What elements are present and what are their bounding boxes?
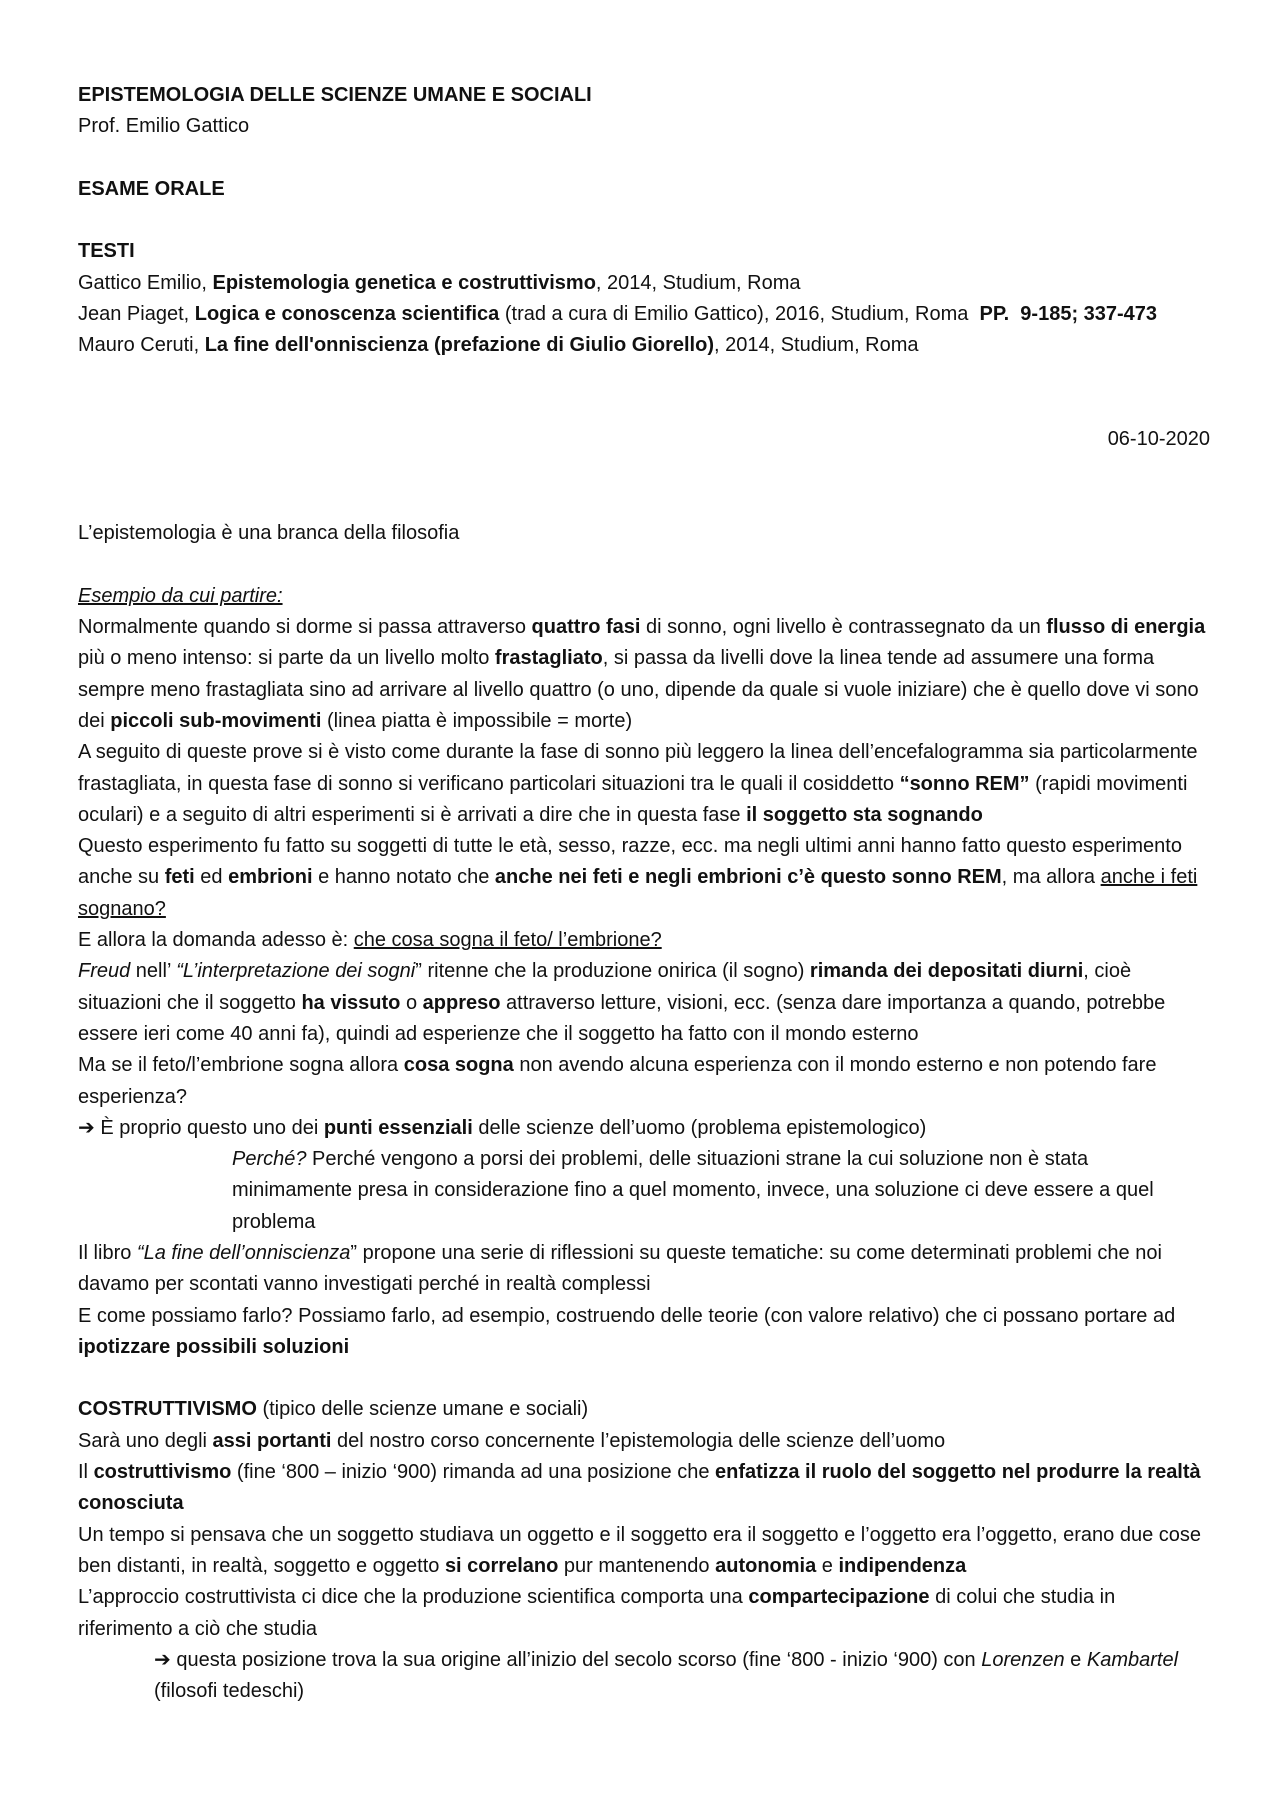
spacer (78, 456, 1210, 519)
professor-name: Prof. Emilio Gattico (78, 115, 250, 138)
document-page (78, 80, 1210, 1707)
constructivism-paragraph-2: Il costruttivismo (fine ‘800 – inizio ‘900) rimanda ad una posizione che enfatizza il ruolo del soggetto nel produrre la realtà conosciuta (78, 1461, 1201, 1515)
constructivism-heading: COSTRUTTIVISMO (tipico delle scienze umane e sociali) (78, 1398, 589, 1421)
example-paragraph-9: Il libro “La fine dell’onniscienza” propone una serie di riflessioni su queste tematiche: su come determinati problemi che noi davamo per scontati vanno investigati perché in realtà complessi (78, 1241, 1162, 1296)
spacer (78, 549, 1210, 580)
text-reference-2: Jean Piaget, Logica e conoscenza scientifica (trad a cura di Emilio Gattico), 2016, Studium, Roma PP. 9-185; 337-473 (78, 303, 1158, 326)
constructivism-paragraph-4: L’approccio costruttivista ci dice che la produzione scientifica comporta una compartecipazione di colui che studia in riferimento a ciò che studia (78, 1586, 1116, 1640)
intro-statement: L’epistemologia è una branca della filosofia (78, 522, 460, 545)
exam-type: ESAME ORALE (78, 177, 225, 200)
example-paragraph-5: Freud nell’ “L’interpretazione dei sogni” ritenne che la produzione onirica (il sogno) rimanda dei depositati diurni, cioè situazioni che il soggetto ha vissuto o appreso attraverso letture, visioni, ecc. (senza dare importanza a quando, potrebbe essere ieri come 40 anni fa), quindi ad esperienze che il soggetto ha fatto con il mondo esterno (78, 960, 1166, 1045)
text-reference-3: Mauro Ceruti, La fine dell'onniscienza (prefazione di Giulio Giorello), 2014, Studium, Roma (78, 334, 919, 357)
example-paragraph-7: ➔ È proprio questo uno dei punti essenziali delle scienze dell’uomo (problema epistemologico) (78, 1116, 927, 1139)
example-paragraph-8: Perché? Perché vengono a porsi dei problemi, delle situazioni strane la cui soluzione non è stata minimamente presa in considerazione fino a quel momento, invece, una soluzione ci deve essere a quel problema (232, 1148, 1154, 1233)
arrow-icon: ➔ (78, 1116, 101, 1139)
course-title: EPISTEMOLOGIA DELLE SCIENZE UMANE E SOCIALI (78, 84, 592, 106)
example-paragraph-6: Ma se il feto/l’embrione sogna allora cosa sogna non avendo alcuna esperienza con il mondo esterno e non potendo fare esperienza? (78, 1054, 1157, 1108)
example-paragraph-10: E come possiamo farlo? Possiamo farlo, ad esempio, costruendo delle teorie (con valore relativo) che ci possano portare ad ipotizzare possibili soluzioni (78, 1304, 1176, 1358)
example-paragraph-4: E allora la domanda adesso è: che cosa sogna il feto/ l’embrione? (78, 929, 662, 952)
text-reference-1: Gattico Emilio, Epistemologia genetica e costruttivismo, 2014, Studium, Roma (78, 271, 801, 294)
arrow-icon: ➔ (154, 1648, 177, 1671)
lecture-date: 06-10-2020 (1107, 428, 1210, 451)
example-heading: Esempio da cui partire: (78, 584, 283, 607)
constructivism-paragraph-5: ➔ questa posizione trova la sua origine all’inizio del secolo scorso (fine ‘800 - inizio ‘900) con Lorenzen e Kambartel (filosofi tedeschi) (154, 1648, 1179, 1703)
constructivism-paragraph-1: Sarà uno degli assi portanti del nostro corso concernente l’epistemologia delle scienze dell’uomo (78, 1429, 946, 1452)
example-paragraph-2: A seguito di queste prove si è visto come durante la fase di sonno più leggero la linea dell’encefalogramma sia particolarmente frastagliata, in questa fase di sonno si verificano particolari situazioni tra le quali il cosiddetto “sonno REM” (rapidi movimenti oculari) e a seguito di altri esperimenti si è arrivati a dire che in questa fase il soggetto sta sognando (78, 741, 1198, 826)
constructivism-paragraph-3: Un tempo si pensava che un soggetto studiava un oggetto e il soggetto era il soggetto e l’oggetto era l’oggetto, erano due cose ben distanti, in realtà, soggetto e oggetto si correlano pur mantenendo autonomia e indipendenza (78, 1523, 1201, 1577)
spacer (78, 143, 1210, 174)
texts-heading: TESTI (78, 240, 135, 263)
example-paragraph-1: Normalmente quando si dorme si passa attraverso quattro fasi di sonno, ogni livello è contrassegnato da un flusso di energia più o meno intenso: si parte da un livello molto frastagliato, si passa da livelli dove la linea tende ad assumere una forma sempre meno frastagliata sino ad arrivare al livello quattro (o uno, dipende da quale si vuole iniziare) che è quello dove vi sono dei piccoli sub-movimenti (linea piatta è impossibile = morte) (78, 616, 1206, 732)
example-paragraph-3: Questo esperimento fu fatto su soggetti di tutte le età, sesso, razze, ecc. ma negli ultimi anni hanno fatto questo esperimento anche su feti ed embrioni e hanno notato che anche nei feti e negli embrioni c’è questo sonno REM, ma allora anche i feti sognano? (78, 835, 1198, 920)
spacer (78, 362, 1210, 425)
spacer (78, 1363, 1210, 1394)
spacer (78, 205, 1210, 236)
